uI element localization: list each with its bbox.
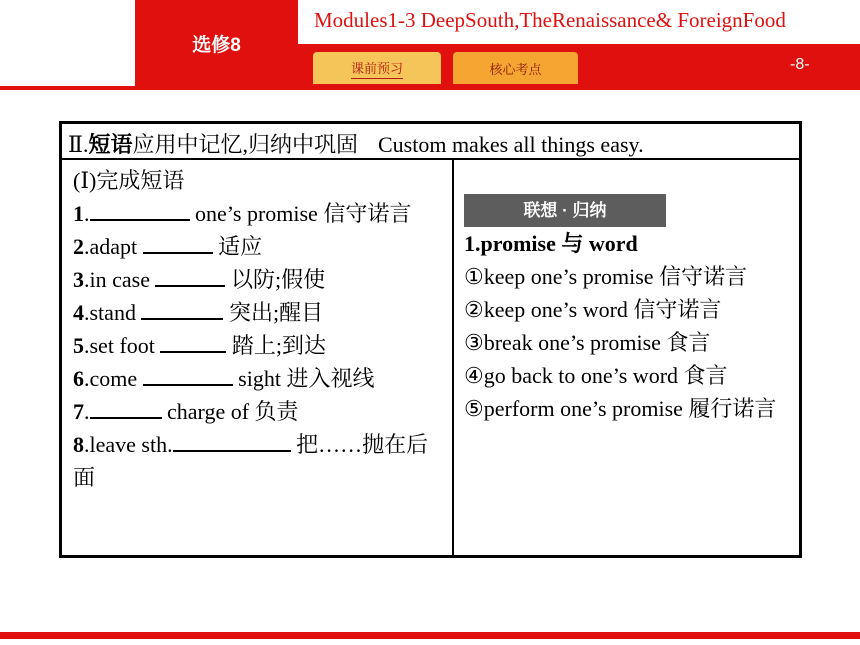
phrase-subtitle: (Ⅰ)完成短语 xyxy=(73,168,185,193)
section-motto: Custom makes all things easy. xyxy=(377,132,644,157)
section-title-rest: 应用中记忆,归纳中巩固 xyxy=(132,132,358,157)
list-item: 7. charge of 负责 xyxy=(73,399,299,424)
list-item: 4.stand 突出;醒目 xyxy=(73,300,324,325)
answer-blank[interactable] xyxy=(143,232,213,254)
list-item: ④go back to one’s word 食言 xyxy=(464,363,728,388)
list-item: 3.in case 以防;假使 xyxy=(73,267,326,292)
list-item: ③break one’s promise 食言 xyxy=(464,330,711,355)
list-item: ⑤perform one’s promise 履行诺言 xyxy=(464,396,777,421)
answer-blank[interactable] xyxy=(143,364,233,386)
list-item: 2.adapt 适应 xyxy=(73,234,263,259)
summary-column xyxy=(464,164,794,425)
tab-core-points[interactable] xyxy=(453,52,578,84)
summary-heading: 1.promise 与 word xyxy=(464,231,638,256)
footer-divider xyxy=(0,632,860,639)
list-item: 8.leave sth. 把……抛在后面 xyxy=(73,432,429,490)
answer-blank[interactable] xyxy=(155,265,225,287)
section-heading xyxy=(68,128,644,159)
phrase-list xyxy=(73,164,441,494)
list-item: ①keep one’s promise 信守诺言 xyxy=(464,264,748,289)
phrase-exercise-box xyxy=(59,121,802,558)
association-badge: 联想 · 归纳 xyxy=(464,194,666,227)
page-number: -8- xyxy=(790,56,810,73)
header-divider xyxy=(0,86,860,90)
tab-preview-label: 课前预习 xyxy=(351,58,403,79)
answer-blank[interactable] xyxy=(141,298,223,320)
list-item: 5.set foot 踏上;到达 xyxy=(73,333,327,358)
answer-blank[interactable] xyxy=(173,430,291,452)
list-item: 1. one’s promise 信守诺言 xyxy=(73,201,412,226)
table-divider-vertical xyxy=(452,160,454,555)
section-number: Ⅱ. xyxy=(68,132,89,157)
tab-preview[interactable] xyxy=(313,52,441,84)
tab-core-points-label: 核心考点 xyxy=(489,61,542,77)
answer-blank[interactable] xyxy=(160,331,226,353)
page-title: Modules1-3 DeepSouth,TheRenaissance& ForeignFood xyxy=(314,8,786,32)
header-left-blank xyxy=(0,0,135,86)
answer-blank[interactable] xyxy=(90,199,190,221)
list-item: ②keep one’s word 信守诺言 xyxy=(464,297,722,322)
section-title-bold: 短语 xyxy=(88,132,133,157)
course-badge: 选修8 xyxy=(135,0,298,86)
list-item: 6.come sight 进入视线 xyxy=(73,366,375,391)
table-divider-horizontal xyxy=(62,158,799,160)
answer-blank[interactable] xyxy=(90,397,162,419)
